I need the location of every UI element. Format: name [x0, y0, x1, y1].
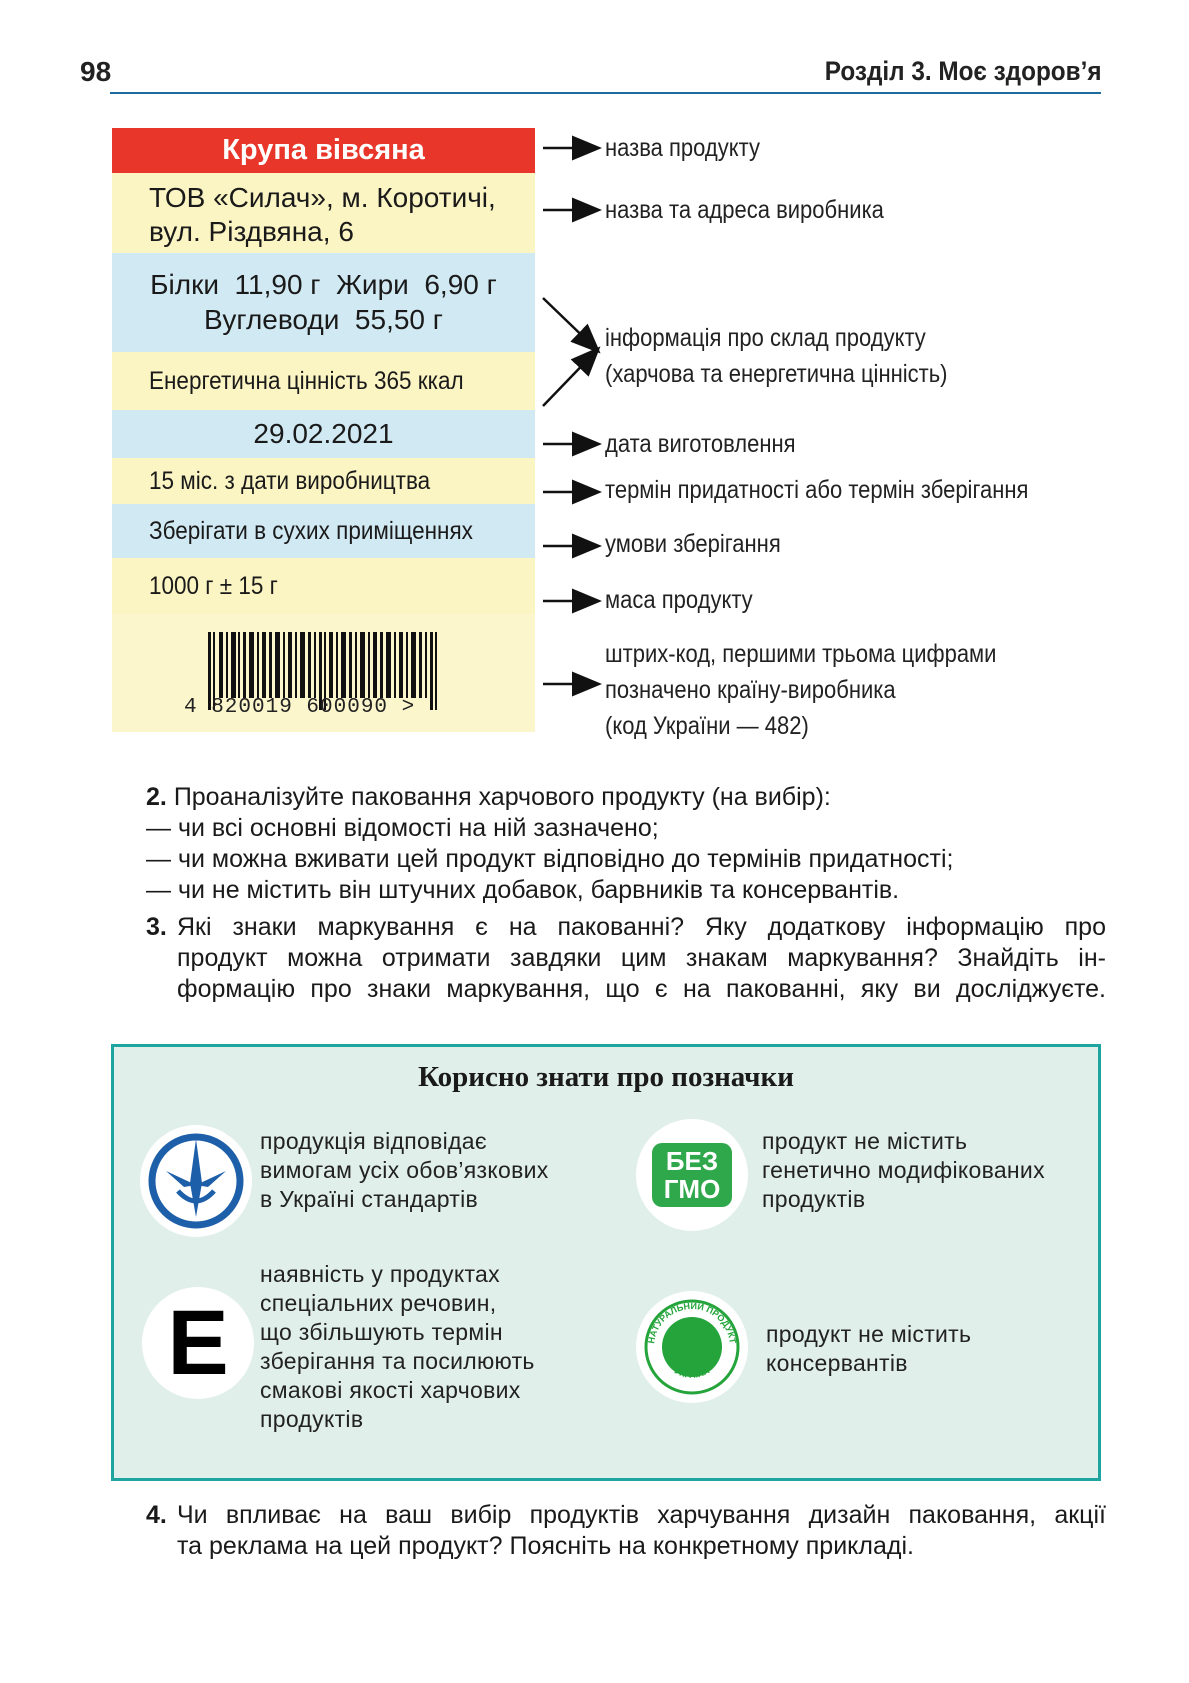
label-nutrition: [112, 253, 535, 352]
label-mass-text: 1000 г ± 15 г: [149, 572, 278, 600]
question-2-item-2: — чи можна вживати цей продукт відповідно до термінів придатності;: [146, 845, 954, 873]
question-4-line-2: та реклама на цей продукт? Поясніть на конкретному прикладі.: [177, 1532, 914, 1560]
gmo-text: [762, 1127, 1045, 1214]
e-text-line: зберігання та посилюють: [260, 1348, 535, 1374]
ukraine-standard-icon: [140, 1125, 252, 1237]
question-3: [146, 912, 1106, 1005]
annotation-composition-line1: інформація про склад продукту: [605, 324, 926, 352]
e-text-line: що збільшують термін: [260, 1319, 503, 1345]
e-text-line: наявність у продуктах: [260, 1261, 500, 1287]
question-3-line-3: формацію про знаки маркування, що є на пакованні, яку ви досліджуєте.: [177, 975, 1106, 1003]
arrow-energy: [543, 350, 597, 406]
e-text-line: спеціальних речовин,: [260, 1290, 497, 1316]
annotation-manufacturer: назва та адреса виробника: [605, 196, 884, 224]
label-nutrition-line1: Білки 11,90 г Жири 6,90 г: [150, 269, 497, 300]
question-2-item-3: — чи не містить він штучних добавок, барвників та консервантів.: [146, 876, 900, 904]
label-manufacturer: [112, 173, 535, 253]
gmo-text-line: продукт не містить: [762, 1128, 968, 1154]
question-4-number: 4.: [146, 1501, 167, 1529]
natural-badge-top: НАТУРАЛЬНИЙ ПРОДУКТ: [646, 1300, 738, 1345]
question-2-number: 2.: [146, 783, 167, 811]
question-4: [146, 1500, 1106, 1562]
natural-badge-bottom: УКРАЇНА: [672, 1365, 712, 1380]
label-mass: [112, 558, 535, 614]
info-box: [111, 1044, 1101, 1481]
annotation-date: дата виготовлення: [605, 430, 796, 458]
label-energy: [112, 352, 535, 410]
arrow-nutrition: [543, 298, 597, 350]
header-rule: [110, 92, 1101, 94]
label-date-text: 29.02.2021: [253, 418, 394, 449]
label-shelf-life-text: 15 міс. з дати виробництва: [149, 467, 431, 495]
annotation-barcode-line2: позначено країну-виробника: [605, 676, 896, 704]
question-3-number: 3.: [146, 913, 167, 941]
question-3-line-2: продукт можна отримати завдяки цим знакам маркування? Знайдіть ін-: [177, 944, 1106, 972]
standard-mark-icon: [140, 1125, 252, 1237]
e-additive-icon: [142, 1287, 254, 1399]
natural-text-line: консервантів: [766, 1350, 908, 1376]
label-product-name-text: Крупа вівсяна: [222, 134, 425, 166]
annotation-shelf-life: термін придатності або термін зберігання: [605, 476, 1029, 504]
annotation-name: назва продукту: [605, 134, 760, 162]
gmo-text-line: генетично модифікованих: [762, 1157, 1045, 1183]
natural-product-icon: [636, 1291, 748, 1403]
gmo-free-icon: [636, 1119, 748, 1231]
gmo-badge-line2: ГМО: [663, 1174, 721, 1204]
label-manufacturer-line2: вул. Різдвяна, 6: [149, 216, 354, 247]
gmo-text-line: продуктів: [762, 1186, 866, 1212]
natural-text: [766, 1320, 971, 1378]
product-label: [112, 128, 535, 732]
e-text-line: продуктів: [260, 1406, 364, 1432]
annotation-barcode-line1: штрих-код, першими трьома цифрами: [605, 640, 997, 668]
label-product-name: [112, 128, 535, 173]
annotation-storage: умови зберігання: [605, 530, 781, 558]
annotation-barcode-line3: (код України — 482): [605, 712, 809, 740]
gmo-badge-line1: БЕЗ: [665, 1146, 719, 1176]
standard-text-line: продукція відповідає: [260, 1128, 487, 1154]
label-storage: [112, 504, 535, 558]
info-box-title: Корисно знати про позначки: [418, 1061, 794, 1093]
question-4-line-1: Чи впливає на ваш вибір продуктів харчування дизайн паковання, акції: [177, 1501, 1106, 1529]
question-2: [146, 782, 1106, 906]
label-manufacturer-line1: ТОВ «Силач», м. Коротичі,: [149, 182, 496, 213]
question-2-text: Проаналізуйте паковання харчового продукту (на вибір):: [173, 783, 831, 811]
natural-product-seal-icon: [636, 1291, 748, 1403]
natural-text-line: продукт не містить: [766, 1321, 972, 1347]
label-nutrition-line2: Вуглеводи 55,50 г: [204, 304, 443, 335]
e-text: [260, 1260, 535, 1434]
label-energy-text: Енергетична цінність 365 ккал: [149, 367, 464, 395]
e-letter: E: [167, 1292, 229, 1394]
question-3-line-1: Які знаки маркування є на пакованні? Яку додаткову інформацію про: [177, 913, 1106, 941]
gmo-badge: [652, 1143, 732, 1207]
annotation-mass: маса продукту: [605, 586, 753, 614]
barcode-digits: 4 820019 600090 >: [184, 696, 416, 719]
question-2-item-1: — чи всі основні відомості на ній зазначено;: [146, 814, 659, 842]
label-barcode-area: [112, 614, 535, 732]
annotation-composition-line2: (харчова та енергетична цінність): [605, 360, 948, 388]
standard-text-line: вимогам усіх обов’язкових: [260, 1157, 549, 1183]
section-title: Розділ 3. Моє здоров’я: [824, 56, 1101, 86]
question-2-title: [146, 782, 1106, 813]
label-date: [112, 410, 535, 458]
e-text-line: смакові якості харчових: [260, 1377, 521, 1403]
standard-text-line: в Україні стандартів: [260, 1186, 479, 1212]
standard-text: [260, 1127, 549, 1214]
page-number: 98: [80, 56, 112, 87]
label-shelf-life: [112, 458, 535, 504]
label-storage-text: Зберігати в сухих приміщеннях: [149, 517, 473, 545]
